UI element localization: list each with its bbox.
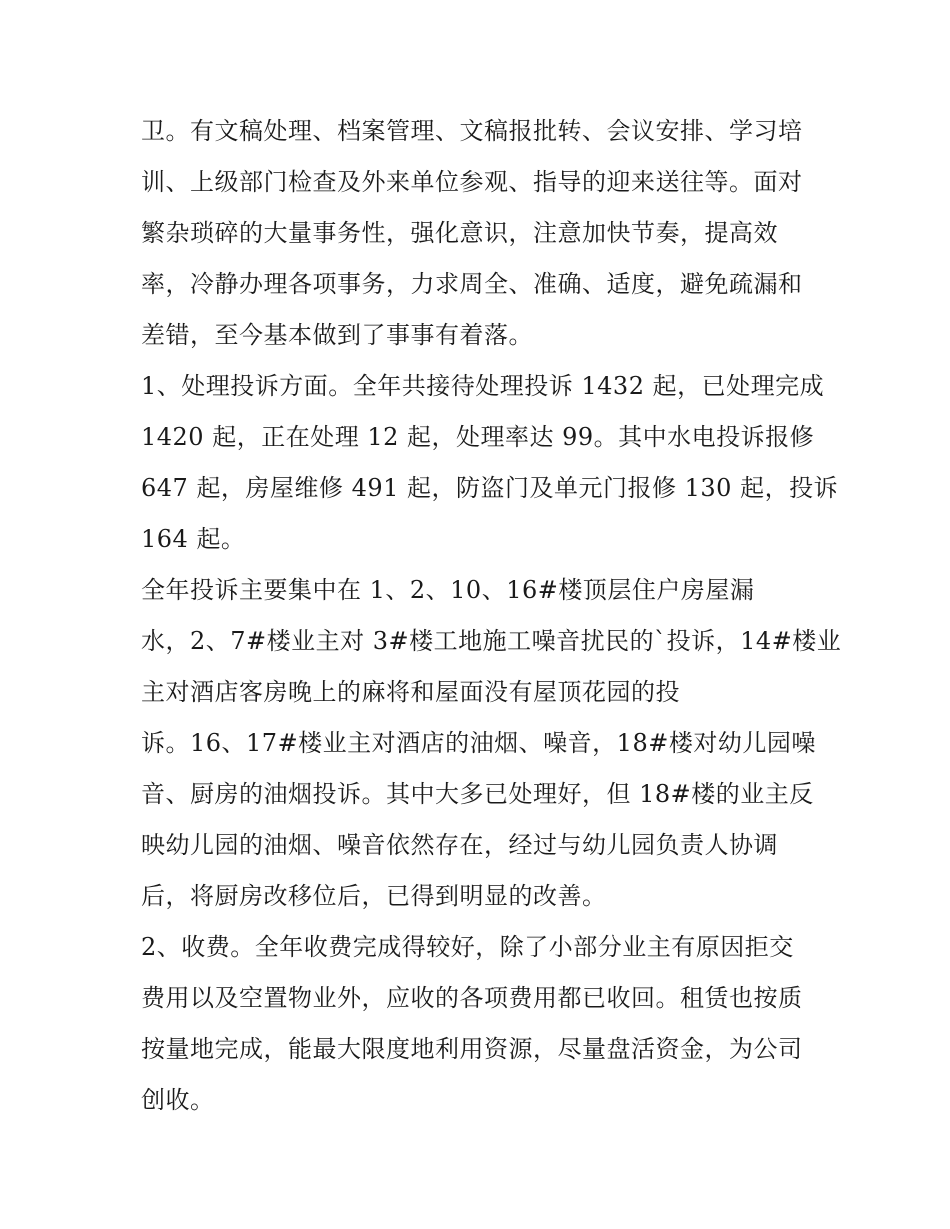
text-line: 训、上级部门检查及外来单位参观、指导的迎来送往等。面对 bbox=[141, 168, 803, 196]
text-line: 后，将厨房改移位后，已得到明显的改善。 bbox=[141, 882, 607, 910]
text-line: 647 起，房屋维修 491 起，防盗门及单元门报修 130 起，投诉 bbox=[141, 474, 839, 502]
text-line: 创收。 bbox=[141, 1086, 215, 1114]
text-line: 映幼儿园的油烟、噪音依然存在，经过与幼儿园负责人协调 bbox=[141, 831, 778, 859]
text-line: 音、厨房的油烟投诉。其中大多已处理好，但 18#楼的业主反 bbox=[141, 780, 814, 808]
text-line: 费用以及空置物业外，应收的各项费用都已收回。租赁也按质 bbox=[141, 984, 803, 1012]
text-line: 按量地完成，能最大限度地利用资源，尽量盘活资金，为公司 bbox=[141, 1035, 803, 1063]
text-line: 率，冷静办理各项事务，力求周全、准确、适度，避免疏漏和 bbox=[141, 270, 803, 298]
text-line: 卫。有文稿处理、档案管理、文稿报批转、会议安排、学习培 bbox=[141, 117, 803, 145]
text-line: 诉。16、17#楼业主对酒店的油烟、噪音，18#楼对幼儿园噪 bbox=[141, 729, 816, 757]
document-body bbox=[141, 106, 842, 1126]
text-line: 繁杂琐碎的大量事务性，强化意识，注意加快节奏，提高效 bbox=[141, 219, 778, 247]
text-line: 164 起。 bbox=[141, 525, 246, 553]
text-line: 全年投诉主要集中在 1、2、10、16#楼顶层住户房屋漏 bbox=[141, 576, 755, 604]
text-line: 差错，至今基本做到了事事有着落。 bbox=[141, 321, 533, 349]
text-line: 主对酒店客房晚上的麻将和屋面没有屋顶花园的投 bbox=[141, 678, 680, 706]
text-line: 水，2、7#楼业主对 3#楼工地施工噪音扰民的`投诉，14#楼业 bbox=[141, 627, 842, 655]
text-line: 1420 起，正在处理 12 起，处理率达 99。其中水电投诉报修 bbox=[141, 423, 815, 451]
text-line: 2、收费。全年收费完成得较好，除了小部分业主有原因拒交 bbox=[141, 933, 794, 961]
text-line: 1、处理投诉方面。全年共接待处理投诉 1432 起，已处理完成 bbox=[141, 372, 825, 400]
